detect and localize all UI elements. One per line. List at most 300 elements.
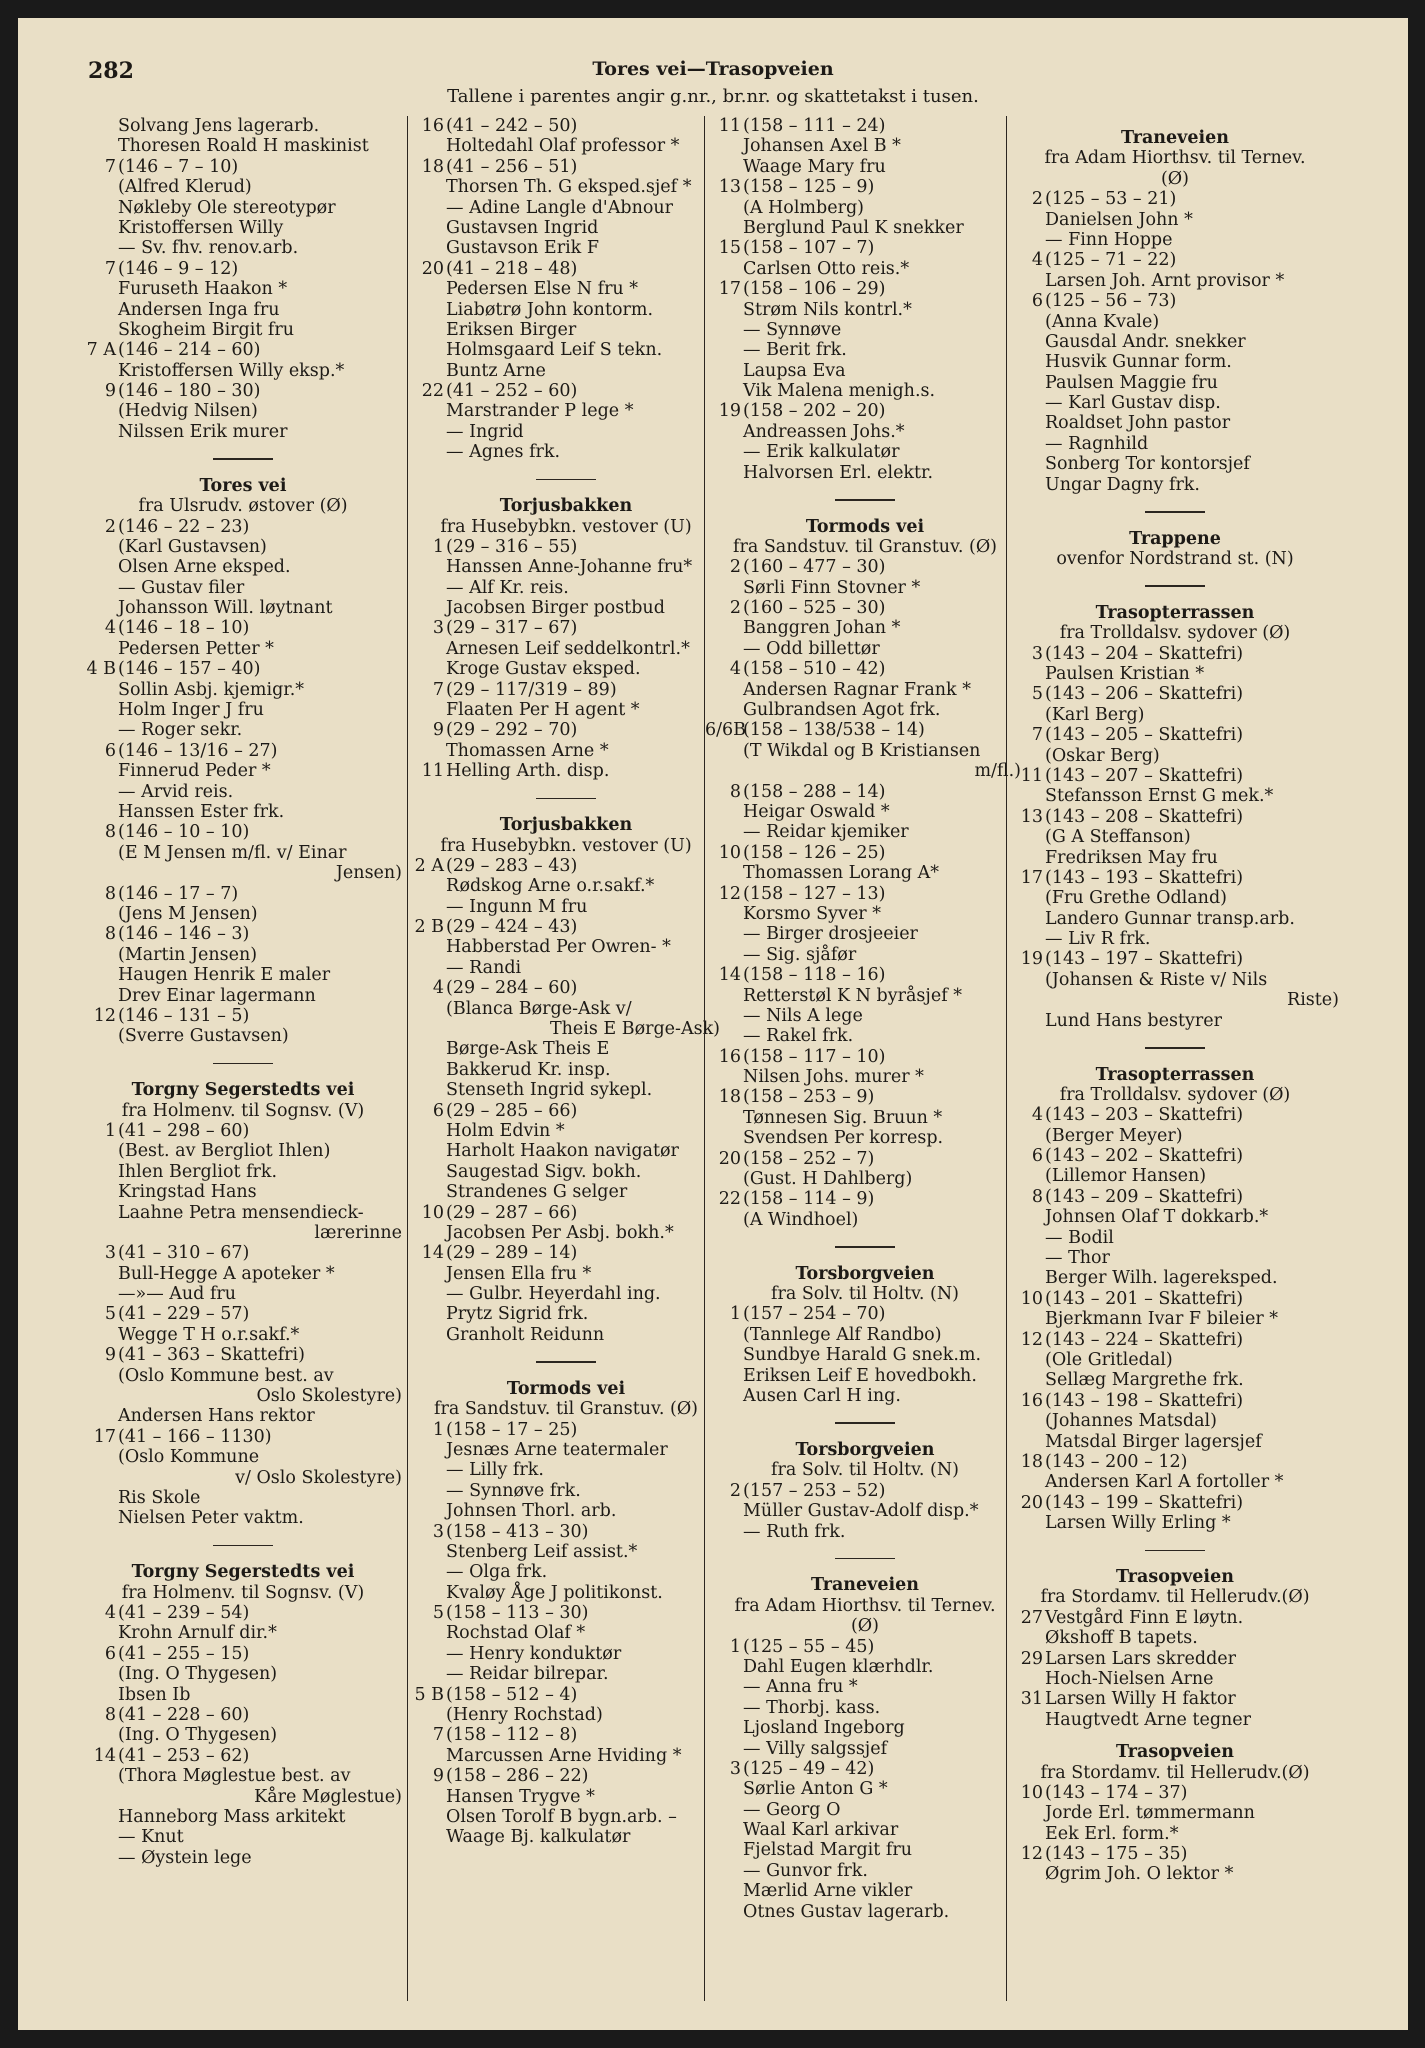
entry-text: (143 – 174 – 37): [1045, 1782, 1188, 1803]
house-number: 9: [432, 720, 444, 741]
house-entry: [80, 1746, 406, 1766]
resident-entry: Strandenes G selger: [446, 1182, 628, 1203]
resident-entry: Solvang Jens lagerarb.: [118, 116, 320, 136]
resident-entry: (Fru Grethe Odland): [1045, 888, 1227, 909]
entry-text: (146 – 157 – 40): [118, 659, 261, 680]
street-heading: Tores vei: [199, 475, 287, 496]
resident-entry: Banggren Johan *: [743, 618, 901, 639]
section-divider: [536, 479, 596, 481]
resident-entry: Nilssen Erik murer: [118, 421, 288, 442]
house-number: 2: [729, 598, 741, 619]
resident-entry: — Lilly frk.: [446, 1460, 544, 1481]
entry-text: (158 – 111 – 24): [743, 116, 886, 136]
resident-entry: Ibsen Ib: [118, 1684, 191, 1705]
house-entry: [705, 965, 1025, 985]
entry-text: (41 – 256 – 51): [446, 156, 578, 177]
resident-entry: Andersen Hans rektor: [118, 1406, 315, 1427]
house-number: 13: [718, 177, 741, 198]
house-entry: [705, 557, 1025, 577]
house-entry: [705, 659, 1025, 679]
house-entry: [80, 157, 406, 177]
entry-continuation: lærerinne: [314, 1222, 402, 1243]
house-entry: [80, 1006, 406, 1026]
entry-text: (158 – 126 – 25): [743, 842, 886, 863]
house-entry: [1007, 189, 1343, 209]
resident-entry: — Thorbj. kass.: [743, 1697, 881, 1718]
entry-text: (29 – 284 – 60): [446, 978, 578, 999]
resident-entry: (E M Jensen m/fl. v/ Einar: [118, 842, 347, 863]
resident-entry: — Gunvor frk.: [743, 1860, 868, 1881]
house-entry: [705, 177, 1025, 197]
house-number: 17: [93, 1426, 116, 1447]
resident-entry: Marstrander P lege *: [446, 401, 634, 422]
resident-entry: Skogheim Birgit fru: [118, 319, 295, 340]
house-entry: [408, 1603, 724, 1623]
house-entry: [80, 381, 406, 401]
house-entry: [80, 924, 406, 944]
entry-text: (41 – 228 – 60): [118, 1705, 250, 1726]
resident-entry: Korsmo Syver *: [743, 903, 881, 924]
page-number: 282: [88, 58, 134, 84]
resident-entry: (G A Steffanson): [1045, 827, 1191, 848]
house-number: 15: [718, 238, 741, 259]
resident-entry: (Thora Møglestue best. av: [118, 1766, 351, 1787]
house-number: 6: [432, 1100, 444, 1121]
resident-entry: Gulbrandsen Agot frk.: [743, 700, 941, 721]
resident-entry: (A Holmberg): [743, 197, 864, 218]
resident-entry: Økshoff B tapets.: [1045, 1628, 1198, 1649]
resident-entry: Waage Bj. kalkulatør: [446, 1827, 631, 1848]
house-entry: [705, 884, 1025, 904]
resident-entry: (Hedvig Nilsen): [118, 401, 258, 422]
house-number: 13: [1020, 806, 1043, 827]
resident-entry: Thoresen Roald H maskinist: [118, 136, 369, 157]
resident-entry: Harholt Haakon navigatør: [446, 1141, 679, 1162]
resident-entry: Hoch-Nielsen Arne: [1045, 1668, 1214, 1689]
house-entry: [705, 401, 1025, 421]
street-heading: Tormods vei: [805, 516, 925, 537]
entry-continuation: m/fl.): [974, 761, 1021, 782]
entry-text: (158 – 114 – 9): [743, 1189, 875, 1210]
resident-entry: Svendsen Per korresp.: [743, 1128, 944, 1149]
house-entry: [705, 238, 1025, 258]
resident-entry: Lund Hans bestyrer: [1045, 1010, 1222, 1031]
street-direction: fra Trolldalsv. sydover (Ø): [1059, 1084, 1291, 1105]
entry-text: (143 – 202 – Skattefri): [1045, 1146, 1244, 1167]
resident-entry: — Gulbr. Heyerdahl ing.: [446, 1284, 661, 1305]
house-entry: [1007, 1452, 1343, 1472]
resident-entry: — Sig. sjåfør: [743, 944, 857, 965]
resident-entry: Paulsen Kristian *: [1045, 663, 1205, 684]
house-entry: [1007, 250, 1343, 270]
house-number: 11: [421, 761, 444, 782]
street-heading: Traneveien: [811, 1575, 919, 1596]
street-direction: fra Sandstuv. til Granstuv. (Ø): [732, 536, 997, 557]
house-number: 22: [718, 1189, 741, 1210]
house-number: 11: [1020, 765, 1043, 786]
resident-entry: — Erik kalkulatør: [743, 442, 900, 463]
house-number: 12: [718, 883, 741, 904]
resident-entry: — Ingunn M fru: [446, 896, 588, 917]
house-entry: [80, 1705, 406, 1725]
entry-text: (158 – 112 – 8): [446, 1725, 578, 1746]
house-entry: [1007, 766, 1343, 786]
house-entry: [408, 1522, 724, 1542]
entry-text: (158 – 253 – 9): [743, 1087, 875, 1108]
house-entry: [408, 618, 724, 638]
house-entry: [1007, 868, 1343, 888]
section-divider: [536, 798, 596, 800]
house-number: 6: [1031, 1146, 1043, 1167]
resident-entry: Holm Inger J fru: [118, 700, 264, 721]
resident-entry: Rødskog Arne o.r.sakf.*: [446, 876, 655, 897]
house-number: 6: [104, 740, 116, 761]
house-entry: [80, 1603, 406, 1623]
entry-text: (143 – 208 – Skattefri): [1045, 806, 1244, 827]
resident-entry: Kvaløy Åge J politikonst.: [446, 1582, 663, 1603]
street-direction: (Ø): [1160, 168, 1189, 189]
resident-entry: (Gust. H Dahlberg): [743, 1169, 913, 1190]
house-number: 5: [432, 1603, 444, 1624]
entry-text: (143 – 199 – Skattefri): [1045, 1492, 1244, 1513]
house-entry: [1007, 1783, 1343, 1803]
entry-text: (143 – 203 – Skattefri): [1045, 1105, 1244, 1126]
resident-entry: — Odd billettør: [743, 638, 880, 659]
entry-continuation: v/ Oslo Skolestyre): [235, 1467, 402, 1488]
resident-entry: — Olga frk.: [446, 1562, 548, 1583]
entry-text: (143 – 206 – Skattefri): [1045, 684, 1244, 705]
resident-entry: (Ole Gritledal): [1045, 1349, 1173, 1370]
house-number: 14: [421, 1243, 444, 1264]
house-entry: [80, 259, 406, 279]
resident-entry: Stenseth Ingrid sykepl.: [446, 1080, 653, 1101]
street-heading: Torgny Segerstedts vei: [131, 1562, 355, 1583]
resident-entry: (Martin Jensen): [118, 944, 258, 965]
resident-entry: Müller Gustav-Adolf disp.*: [743, 1501, 979, 1522]
entry-text: (41 – 218 – 48): [446, 258, 578, 279]
resident-entry: (Tannlege Alf Randbo): [743, 1324, 942, 1345]
resident-entry: — Finn Hoppe: [1045, 229, 1173, 250]
house-number: 18: [1020, 1451, 1043, 1472]
entry-text: (41 – 229 – 57): [118, 1304, 250, 1325]
entry-text: (29 – 117/319 – 89): [446, 679, 617, 700]
resident-entry: Carlsen Otto reis.*: [743, 258, 910, 279]
entry-text: (29 – 292 – 70): [446, 720, 578, 741]
entry-text: (143 – 198 – Skattefri): [1045, 1390, 1244, 1411]
street-direction: fra Adam Hiorthsv. til Ternev.: [1044, 148, 1306, 169]
house-entry: [1007, 1289, 1343, 1309]
resident-entry: — Synnøve frk.: [446, 1480, 581, 1501]
entry-text: (29 – 317 – 67): [446, 618, 578, 639]
house-number: 20: [718, 1148, 741, 1169]
resident-entry: Hanssen Anne-Johanne fru*: [446, 557, 693, 578]
resident-entry: Olsen Arne eksped.: [118, 557, 291, 578]
resident-entry: — Agnes frk.: [446, 442, 561, 463]
entry-text: (146 – 13/16 – 27): [118, 740, 278, 761]
resident-entry: Thomassen Lorang A*: [743, 863, 940, 884]
resident-entry: Johnsen Thorl. arb.: [446, 1501, 617, 1522]
resident-entry: Kroge Gustav eksped.: [446, 659, 641, 680]
resident-entry: (A Windhoel): [743, 1209, 859, 1230]
resident-entry: Finnerud Peder *: [118, 761, 271, 782]
resident-entry: Wegge T H o.r.sakf.*: [118, 1324, 300, 1345]
entry-text: (125 – 56 – 73): [1045, 291, 1177, 312]
resident-entry: (T Wikdal og B Kristiansen: [743, 740, 981, 761]
house-entry: [705, 1087, 1025, 1107]
house-number: 5: [104, 1304, 116, 1325]
entry-text: (125 – 55 – 45): [743, 1636, 875, 1657]
entry-text: (160 – 525 – 30): [743, 598, 886, 619]
house-entry: [408, 1420, 724, 1440]
resident-entry: — Knut: [118, 1827, 184, 1848]
house-entry: [408, 259, 724, 279]
entry-text: (158 – 512 – 4): [446, 1684, 578, 1705]
resident-entry: — Nils A lege: [743, 1005, 863, 1026]
resident-entry: Hanssen Ester frk.: [118, 802, 285, 822]
entry-text: (158 – 117 – 10): [743, 1046, 886, 1067]
house-number: 10: [1020, 1782, 1043, 1803]
house-number: 16: [421, 116, 444, 136]
house-entry: [80, 1304, 406, 1324]
resident-entry: Jacobsen Birger postbud: [446, 598, 665, 619]
house-number: 8: [729, 781, 741, 802]
house-entry: [1007, 1187, 1343, 1207]
resident-entry: Øgrim Joh. O lektor *: [1045, 1864, 1234, 1885]
resident-entry: (Karl Berg): [1045, 704, 1145, 725]
house-entry: [1007, 949, 1343, 969]
resident-entry: — Alf Kr. reis.: [446, 577, 569, 598]
house-entry: [408, 978, 724, 998]
house-number: 12: [1020, 1329, 1043, 1350]
house-number: 2 A: [414, 855, 444, 876]
house-number: 7: [1031, 725, 1043, 746]
entry-continuation: Jensen): [335, 863, 402, 884]
resident-entry: Retterstøl K N byråsjef *: [743, 985, 962, 1006]
column-1: [80, 116, 406, 2001]
resident-entry: Laahne Petra mensendieck-: [118, 1202, 364, 1223]
entry-text: (158 – 118 – 16): [743, 965, 886, 986]
resident-entry: Liabøtrø John kontorm.: [446, 299, 654, 320]
resident-entry: (Johannes Matsdal): [1045, 1411, 1217, 1432]
resident-entry: Halvorsen Erl. elektr.: [743, 462, 934, 483]
house-entry: [408, 917, 724, 937]
directory-page: [18, 18, 1408, 2030]
house-number: 16: [1020, 1390, 1043, 1411]
street-direction: fra Husebybkn. vestover (U): [440, 835, 692, 856]
resident-entry: — Ragnhild: [1045, 433, 1149, 454]
resident-entry: Berglund Paul K snekker: [743, 217, 964, 238]
resident-entry: Kristoffersen Willy: [118, 217, 284, 238]
entry-text: (143 – 175 – 35): [1045, 1844, 1188, 1865]
section-divider: [213, 458, 273, 460]
entry-text: (29 – 283 – 43): [446, 855, 578, 876]
house-entry: [80, 884, 406, 904]
entry-text: (158 – 202 – 20): [743, 401, 886, 422]
resident-entry: Ausen Carl H ing.: [743, 1386, 901, 1407]
house-number: 7: [432, 1725, 444, 1746]
house-number: 1: [729, 1304, 741, 1325]
resident-entry: Haugtvedt Arne tegner: [1045, 1709, 1252, 1730]
entry-text: (41 – 298 – 60): [118, 1120, 250, 1141]
resident-entry: Kristoffersen Willy eksp.*: [118, 360, 345, 381]
entry-text: (158 – 286 – 22): [446, 1766, 589, 1787]
house-entry: [80, 1644, 406, 1664]
house-number: 5 B: [414, 1684, 444, 1705]
entry-text: (157 – 253 – 52): [743, 1480, 886, 1501]
resident-entry: — Ingrid: [446, 421, 524, 442]
resident-entry: — Randi: [446, 957, 522, 978]
entry-text: (41 – 363 – Skattefri): [118, 1345, 305, 1366]
house-entry: [80, 1121, 406, 1141]
entry-text: (41 – 242 – 50): [446, 116, 578, 136]
house-number: 9: [104, 1345, 116, 1366]
section-divider: [213, 1545, 273, 1547]
house-number: 8: [1031, 1186, 1043, 1207]
entry-text: (158 – 413 – 30): [446, 1521, 589, 1542]
section-divider: [1145, 1047, 1205, 1049]
house-number: 12: [1020, 1844, 1043, 1865]
house-entry: [80, 1345, 406, 1365]
house-number: 4: [1031, 250, 1043, 271]
house-number: 12: [93, 1005, 116, 1026]
resident-entry: Andersen Inga fru: [118, 299, 280, 320]
resident-entry: — Anna fru *: [743, 1677, 858, 1698]
resident-entry: — Georg O: [743, 1799, 841, 1820]
entry-text: (29 – 287 – 66): [446, 1202, 578, 1223]
house-number: 17: [718, 279, 741, 300]
street-direction: fra Trolldalsv. sydover (Ø): [1059, 623, 1291, 644]
resident-entry: Rochstad Olaf *: [446, 1623, 586, 1644]
resident-entry: Landero Gunnar transp.arb.: [1045, 908, 1295, 929]
column-3: [704, 116, 1025, 2001]
house-number: 1: [104, 1120, 116, 1141]
house-number: 4: [729, 659, 741, 680]
house-entry: [1007, 1689, 1343, 1709]
resident-entry: Drev Einar lagermann: [118, 985, 316, 1006]
resident-entry: — Roger sekr.: [118, 720, 243, 741]
entry-text: (157 – 254 – 70): [743, 1304, 886, 1325]
house-entry: [408, 720, 724, 740]
house-number: 19: [718, 401, 741, 422]
house-number: 10: [421, 1202, 444, 1223]
entry-text: (158 – 107 – 7): [743, 238, 875, 259]
resident-entry: — Henry konduktør: [446, 1643, 622, 1664]
house-entry: [80, 340, 406, 360]
entry-text: (125 – 49 – 42): [743, 1758, 875, 1779]
entry-text: (143 – 200 – 12): [1045, 1451, 1188, 1472]
entry-text: (158 – 17 – 25): [446, 1419, 578, 1440]
resident-entry: Holm Edvin *: [446, 1120, 565, 1141]
entry-text: (125 – 71 – 22): [1045, 250, 1177, 271]
house-number: 14: [718, 965, 741, 986]
page-subtitle: Tallene i parentes angir g.nr., br.nr. og skattetakst i tusen.: [447, 86, 979, 107]
entry-text: (143 – 205 – Skattefri): [1045, 725, 1244, 746]
resident-entry: Dahl Eugen klærhdlr.: [743, 1656, 934, 1677]
resident-entry: (Karl Gustavsen): [118, 536, 267, 557]
resident-entry: Holmsgaard Leif S tekn.: [446, 340, 663, 361]
resident-entry: — Karl Gustav disp.: [1045, 393, 1221, 414]
resident-entry: Krohn Arnulf dir.*: [118, 1623, 277, 1644]
street-heading: Trappene: [1129, 528, 1221, 549]
resident-entry: (Jens M Jensen): [118, 903, 258, 924]
street-heading: Torsborgveien: [795, 1439, 935, 1460]
house-number: 10: [718, 842, 741, 863]
page-title: Tores vei—Trasopveien: [592, 58, 834, 80]
resident-entry: Hansen Trygve *: [446, 1786, 595, 1807]
resident-entry: Ungar Dagny frk.: [1045, 474, 1200, 495]
resident-entry: Larsen Joh. Arnt provisor *: [1045, 270, 1285, 291]
resident-entry: (Ing. O Thygesen): [118, 1664, 278, 1685]
resident-entry: Tønnesen Sig. Bruun *: [743, 1107, 943, 1128]
house-entry: [1007, 807, 1343, 827]
resident-entry: Nielsen Peter vaktm.: [118, 1508, 304, 1529]
street-heading: Torjusbakken: [499, 815, 633, 836]
house-number: 4: [432, 978, 444, 999]
entry-text: (29 – 285 – 66): [446, 1100, 578, 1121]
resident-entry: (Alfred Klerud): [118, 177, 252, 198]
house-entry: [408, 856, 724, 876]
entry-text: Helling Arth. disp.: [446, 761, 610, 782]
house-number: 1: [729, 1636, 741, 1657]
house-number: 18: [421, 156, 444, 177]
resident-entry: Mærlid Arne vikler: [743, 1881, 913, 1902]
house-number: 10: [1020, 1288, 1043, 1309]
house-entry: [705, 116, 1025, 136]
house-entry: [80, 741, 406, 761]
entry-text: (41 – 253 – 62): [118, 1745, 250, 1766]
entry-text: (143 – 197 – Skattefri): [1045, 949, 1244, 970]
resident-entry: Eek Erl. form.*: [1045, 1823, 1179, 1844]
entry-text: (41 – 252 – 60): [446, 381, 578, 402]
resident-entry: Eriksen Leif E hovedbokh.: [743, 1365, 977, 1386]
entry-text: (146 – 17 – 7): [118, 883, 239, 904]
house-entry: [80, 517, 406, 537]
house-entry: [705, 782, 1025, 802]
house-entry: [705, 1481, 1025, 1501]
house-entry: [1007, 1105, 1343, 1125]
house-entry: [705, 720, 1025, 740]
resident-entry: — Reidar kjemiker: [743, 822, 909, 843]
house-entry: [408, 1725, 724, 1745]
resident-entry: Bjerkmann Ivar F bileier *: [1045, 1309, 1278, 1330]
resident-entry: — Villy salgssjef: [743, 1738, 888, 1759]
entry-continuation: Riste): [1287, 990, 1339, 1011]
entry-text: (146 – 18 – 10): [118, 618, 250, 639]
resident-entry: Sonberg Tor kontorsjef: [1045, 454, 1250, 475]
resident-entry: Stenberg Leif assist.*: [446, 1541, 638, 1562]
house-number: 9: [432, 1766, 444, 1787]
street-heading: Torsborgveien: [795, 1263, 935, 1284]
resident-entry: Eriksen Birger: [446, 319, 577, 340]
house-entry: [705, 1637, 1025, 1657]
entry-text: (41 – 255 – 15): [118, 1643, 250, 1664]
section-divider: [835, 1558, 895, 1560]
resident-entry: Marcussen Arne Hviding *: [446, 1745, 682, 1766]
resident-entry: Pedersen Petter *: [118, 638, 274, 659]
resident-entry: Granholt Reidunn: [446, 1324, 605, 1345]
house-number: 16: [718, 1046, 741, 1067]
resident-entry: (Oslo Kommune best. av: [118, 1365, 334, 1386]
street-heading: Torjusbakken: [499, 496, 633, 517]
resident-entry: Andersen Karl A fortoller *: [1045, 1472, 1284, 1493]
house-number: 3: [104, 1243, 116, 1264]
house-entry: [80, 618, 406, 638]
house-number: 9: [104, 381, 116, 402]
house-number: 20: [1020, 1492, 1043, 1513]
entry-text: (158 – 113 – 30): [446, 1603, 589, 1624]
resident-entry: Johnsen Olaf T dokkarb.*: [1045, 1207, 1269, 1228]
house-number: 5: [1031, 684, 1043, 705]
